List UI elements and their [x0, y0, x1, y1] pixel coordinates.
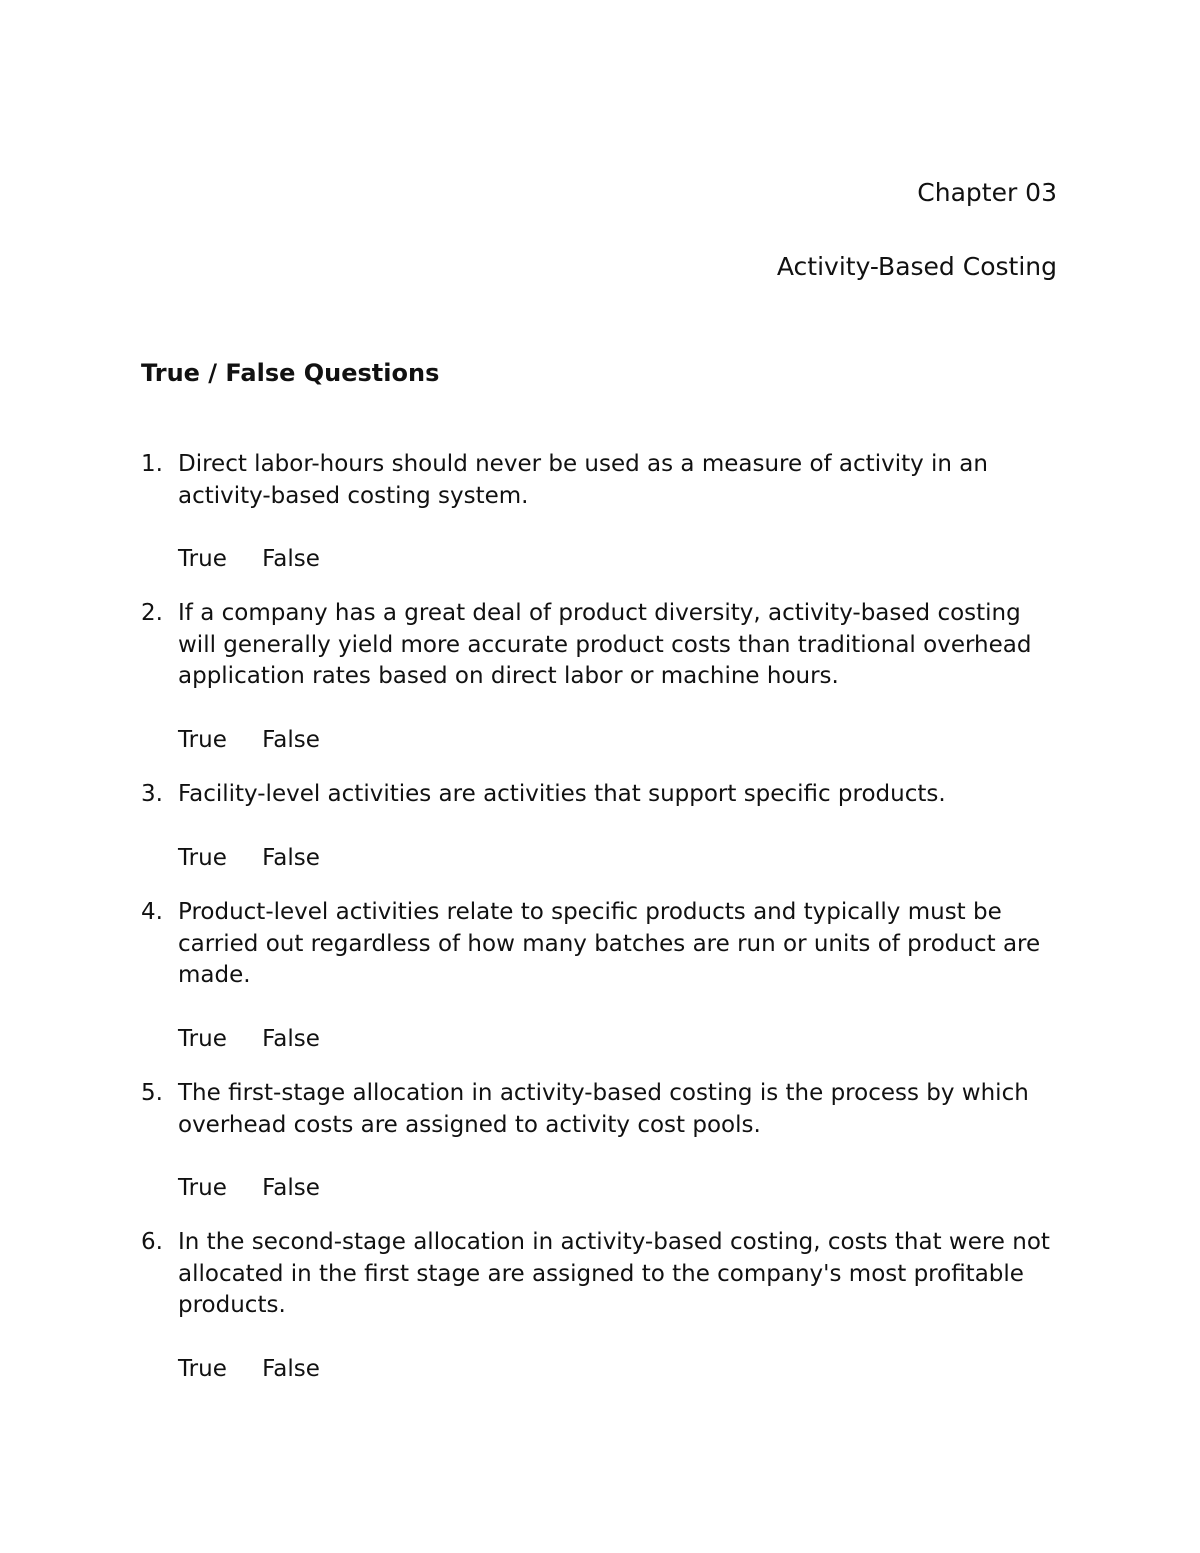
chapter-title: Activity-Based Costing	[776, 252, 1057, 281]
option-true[interactable]: True	[178, 1175, 227, 1201]
chapter-number: Chapter 03	[917, 178, 1057, 207]
option-false[interactable]: False	[262, 844, 320, 871]
question-2	[141, 598, 1066, 756]
answer-options	[178, 843, 1066, 875]
option-false[interactable]: False	[262, 1175, 320, 1201]
question-text: Direct labor-hours should never be used as a measure of activity in an activity-based costing system.	[178, 451, 988, 509]
question-3	[141, 779, 1066, 874]
question-number: 5.	[141, 1080, 163, 1106]
option-true[interactable]: True	[178, 546, 227, 572]
answer-options	[178, 1354, 1066, 1386]
question-number: 1.	[141, 451, 163, 477]
section-heading: True / False Questions	[141, 359, 440, 387]
question-5	[141, 1078, 1066, 1205]
question-1	[141, 449, 1066, 576]
option-false[interactable]: False	[262, 1025, 320, 1052]
question-number: 4.	[141, 899, 163, 925]
answer-options	[178, 1173, 1066, 1205]
question-6	[141, 1227, 1066, 1385]
option-true[interactable]: True	[178, 844, 227, 871]
answer-options	[178, 1024, 1066, 1056]
question-number: 6.	[141, 1229, 163, 1255]
answer-options	[178, 544, 1066, 576]
question-text: Product-level activities relate to specific products and typically must be carried out regardless of how many batches are run or units of product are made.	[178, 899, 1041, 988]
question-text: Facility-level activities are activities that support specific products.	[178, 781, 946, 807]
question-text: If a company has a great deal of product diversity, activity-based costing will generally yield more accurate product costs than traditional overhead application rates based on direct labor or machine hours.	[178, 600, 1032, 689]
option-false[interactable]: False	[262, 546, 320, 572]
option-false[interactable]: False	[262, 1355, 320, 1382]
question-4	[141, 897, 1066, 1055]
question-number: 3.	[141, 781, 163, 807]
question-text: In the second-stage allocation in activity-based costing, costs that were not allocated in the first stage are assigned to the company's most profitable products.	[178, 1229, 1050, 1318]
option-true[interactable]: True	[178, 1355, 227, 1382]
option-true[interactable]: True	[178, 1025, 227, 1052]
question-number: 2.	[141, 600, 163, 626]
answer-options	[178, 725, 1066, 757]
question-text: The first-stage allocation in activity-based costing is the process by which overhead costs are assigned to activity cost pools.	[178, 1080, 1029, 1138]
option-false[interactable]: False	[262, 726, 320, 753]
option-true[interactable]: True	[178, 726, 227, 753]
